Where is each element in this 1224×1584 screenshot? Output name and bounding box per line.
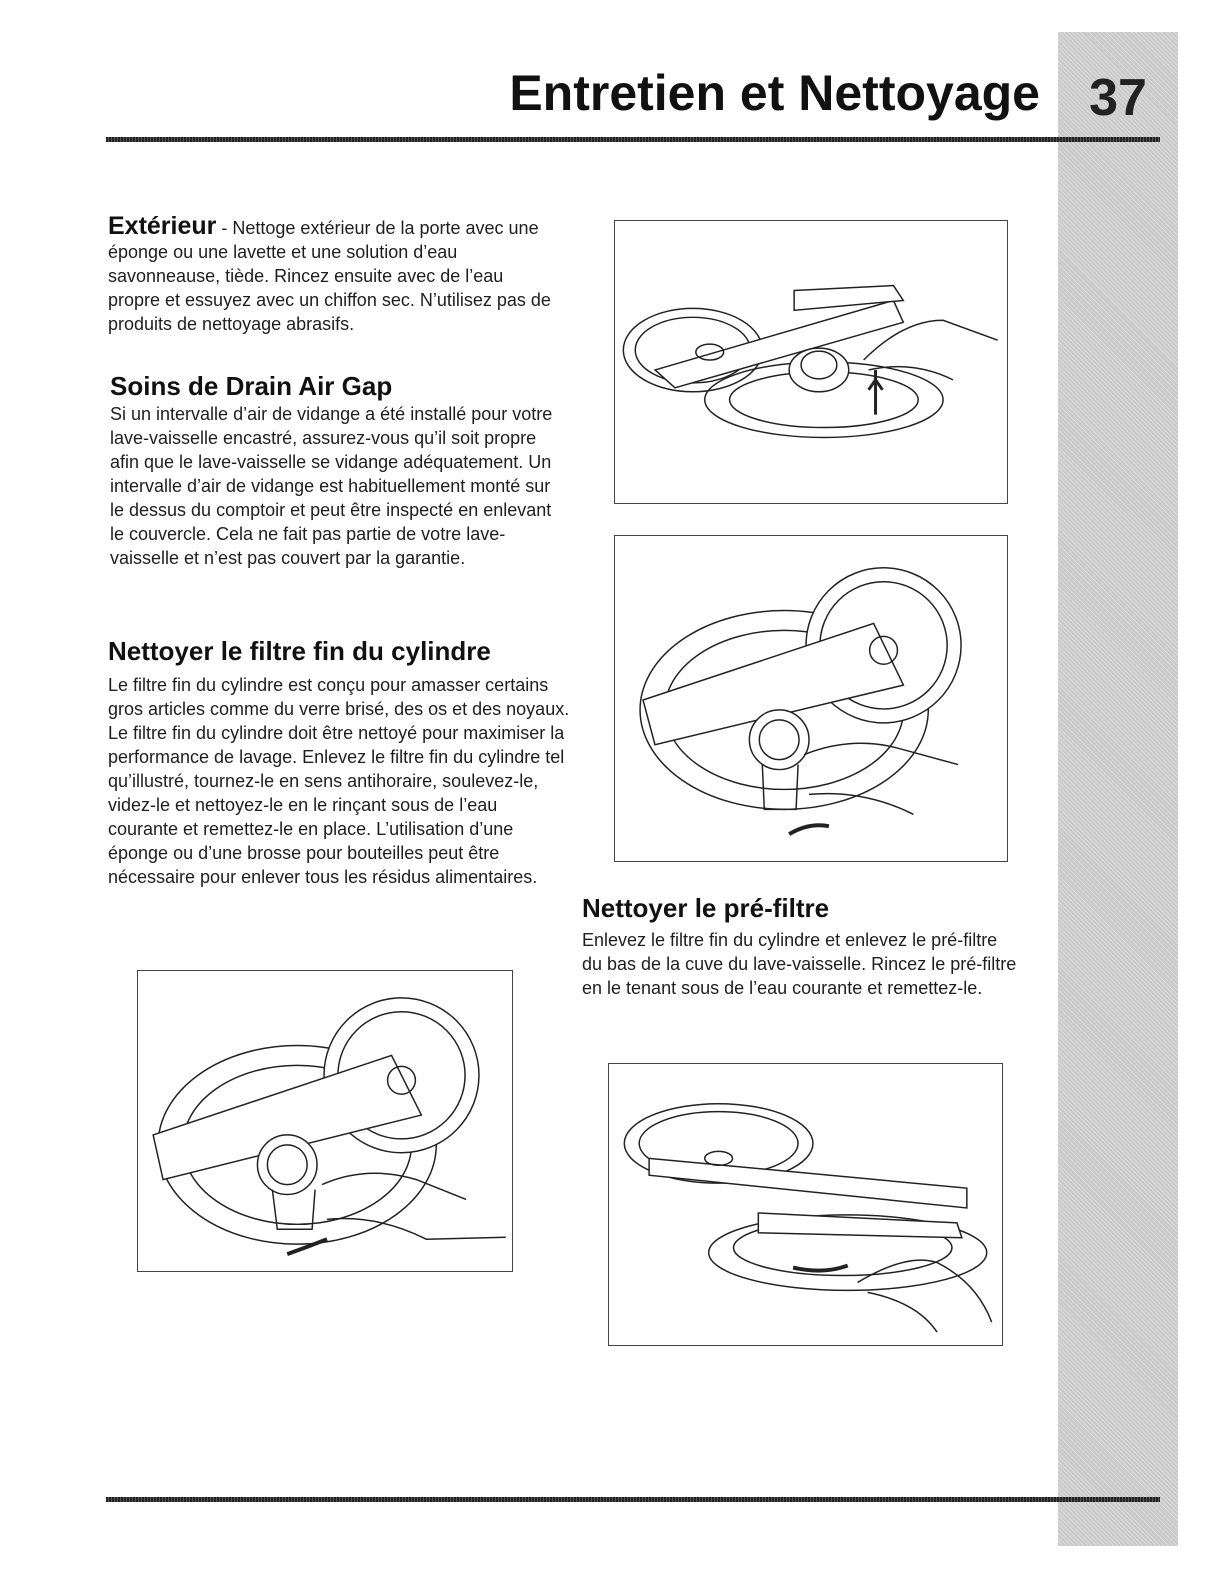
exterior-text: - Nettoge extérieur de la porte avec une éponge ou une lavette et une solution d’eau savonneause, tiède. Rincez ensuite avec de l’eau propre et essuyez avec un chiffon sec. N’utilisez pas de produits de nettoyage abrasifs. [108, 218, 551, 334]
pre-filter-heading: Nettoyer le pré-filtre [582, 893, 830, 923]
drain-air-gap-section [110, 370, 558, 570]
figure-fine-filter-left [137, 970, 513, 1272]
exterior-heading: Extérieur [108, 212, 217, 240]
figure-pre-filter-removal [608, 1063, 1003, 1346]
pre-filter-text: Enlevez le filtre fin du cylindre et enlevez le pré-filtre du bas de la cuve du lave-vaisselle. Rincez le pré-filtre en le tenant sous de l’eau courante et remettez-le. [582, 930, 1017, 998]
drain-air-gap-heading: Soins de Drain Air Gap [110, 371, 393, 401]
top-rule [106, 137, 1160, 142]
drain-air-gap-text: Si un intervalle d’air de vidange a été installé pour votre lave-vaisselle encastré, assurez-vous qu’il soit propre afin que le lave-vaisselle se vidange adéquatement. Un intervalle d’air de vidange est habituellement monté sur le dessus du comptoir et peut être inspecté en enlevant le couvercle. Cela ne fait pas partie de votre lave-vaisselle et n’est pas couvert par la garantie. [110, 404, 553, 568]
bottom-rule [106, 1497, 1160, 1502]
exterior-section [108, 214, 553, 336]
fine-filter-text: Le filtre fin du cylindre est conçu pour amasser certains gros articles comme du verre brisé, des os et des noyaux. Le filtre fin du cylindre doit être nettoyé pour maximiser la performance de lavage. Enlevez le filtre fin du cylindre tel qu’illustré, tournez-le en sens antihoraire, soulevez-le, videz-le et nettoyez-le en le rinçant sous de l’eau courante et remettez-le en place. L’utilisation d’une éponge ou d’une brosse pour bouteilles peut être nécessaire pour enlever tous les résidus alimentaires. [108, 675, 570, 887]
side-tab-band [1058, 32, 1178, 1546]
page-title: Entretien et Nettoyage [509, 65, 1040, 121]
fine-filter-illustration-right [615, 536, 1007, 861]
figure-spray-arm-removal [614, 220, 1008, 504]
pre-filter-section [582, 892, 1022, 1000]
spray-arm-illustration [615, 221, 1007, 503]
fine-filter-section [108, 635, 572, 889]
fine-filter-illustration-left [138, 971, 512, 1271]
pre-filter-illustration [609, 1064, 1002, 1345]
fine-filter-heading: Nettoyer le filtre fin du cylindre [108, 636, 491, 666]
figure-fine-filter-right [614, 535, 1008, 862]
page-number: 37 [1089, 69, 1147, 127]
